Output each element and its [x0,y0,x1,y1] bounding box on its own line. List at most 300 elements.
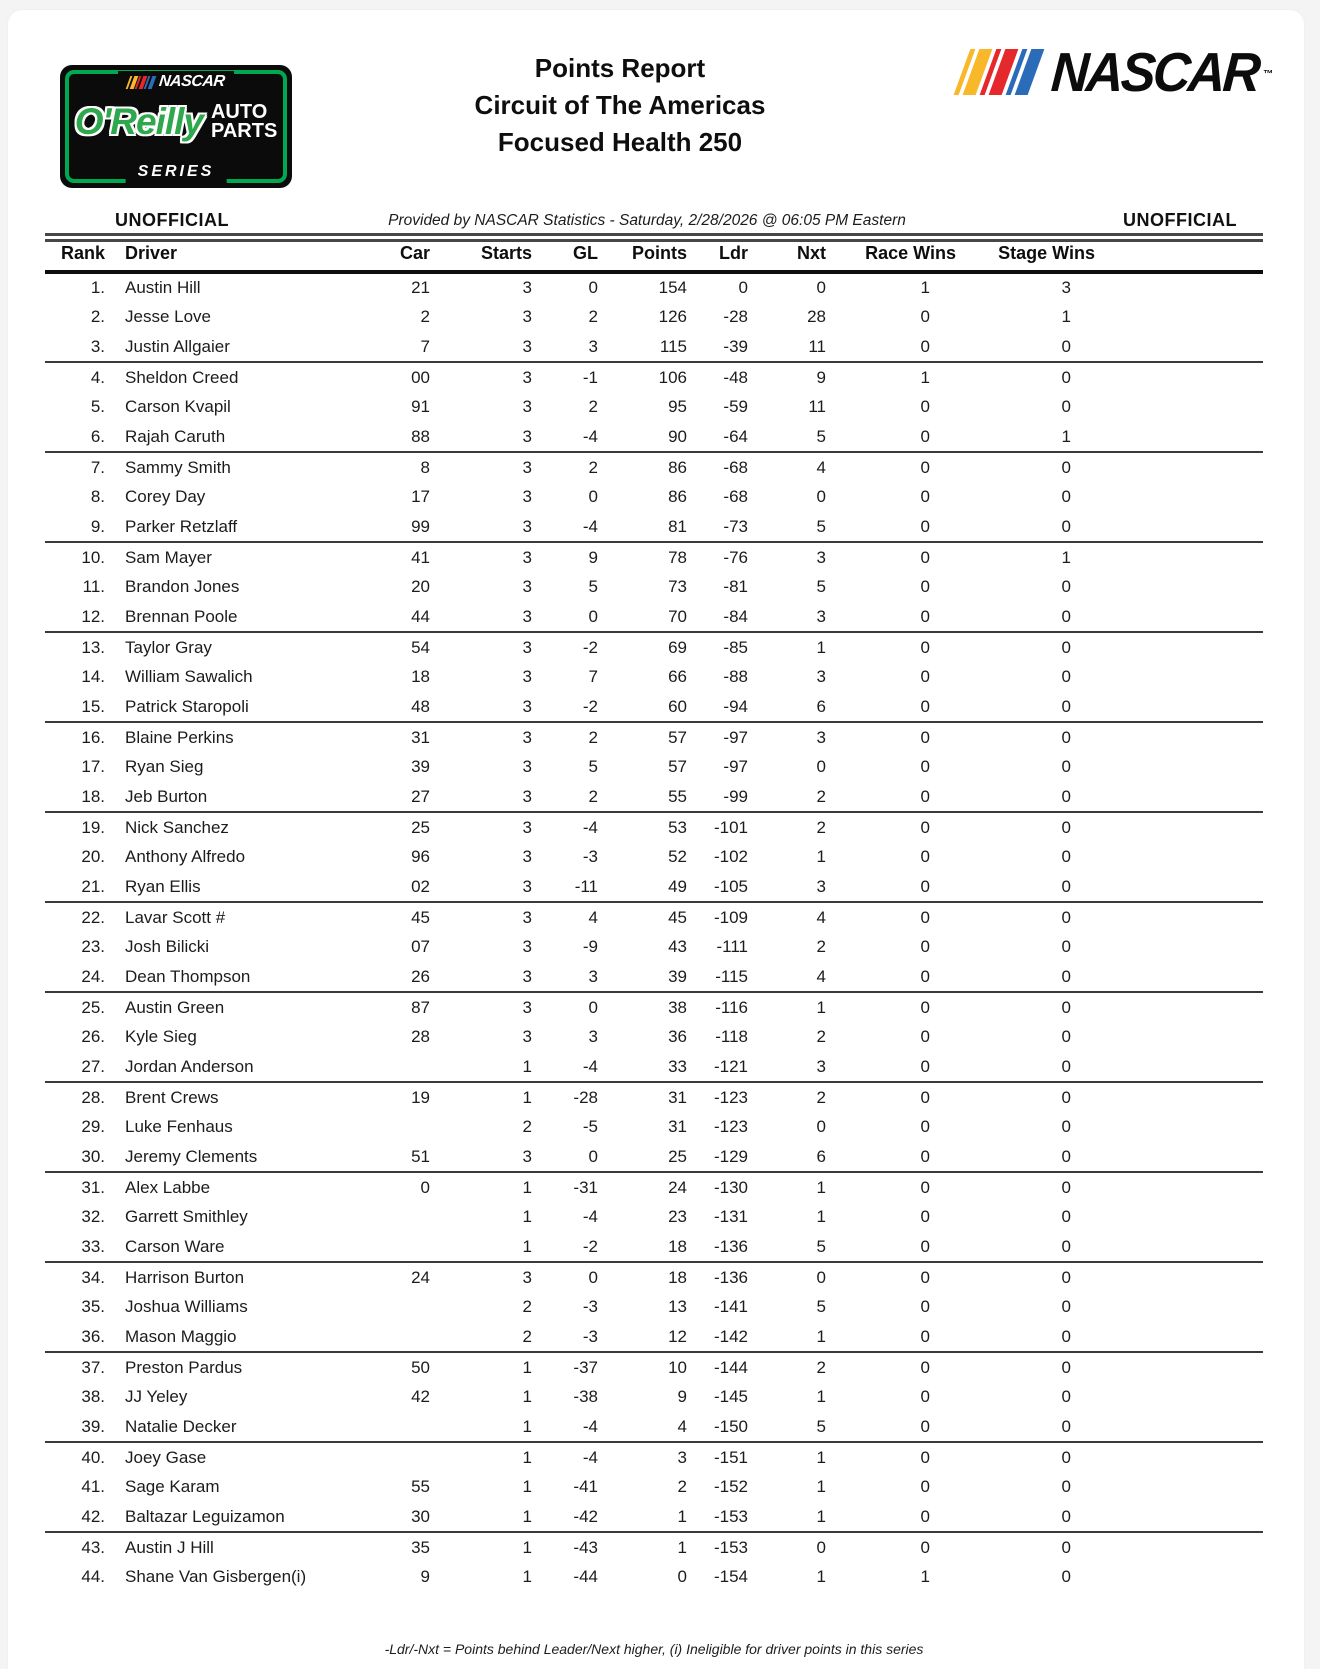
stage-wins-cell: 0 [956,602,1095,632]
table-row [45,722,1263,752]
unofficial-label-left: UNOFFICIAL [115,210,229,230]
nxt-cell: 4 [816,457,826,477]
car-cell: 41 [411,547,430,567]
points-cell: 86 [668,457,687,477]
spacer-cell [1095,1202,1263,1232]
nxt-cell: 3 [816,727,826,747]
stage-wins-cell: 0 [956,1502,1095,1532]
driver-cell: Nick Sanchez [125,817,229,837]
points-cell: 43 [668,937,687,956]
rank-cell: 11. [82,577,105,596]
points-cell: 0 [677,1567,687,1586]
ldr-cell: -123 [713,1087,748,1107]
starts-cell: 1 [430,1232,532,1262]
ldr-cell: -152 [713,1477,748,1496]
race-wins-cell: 0 [920,307,930,326]
spacer-cell [1095,1052,1263,1082]
stage-wins-cell: 0 [1061,637,1071,657]
starts-cell: 3 [430,872,532,902]
nxt-cell: 2 [816,817,826,837]
driver-cell: Ryan Sieg [125,757,204,776]
table-row [45,392,1263,422]
nxt-cell: 3 [748,872,826,902]
spacer-cell [1095,272,1263,302]
ldr-cell: -84 [687,602,748,632]
spacer-cell [1095,752,1263,782]
starts-cell: 1 [522,1537,532,1557]
driver-cell: Justin Allgaier [105,332,320,362]
points-cell: 86 [668,487,687,506]
ldr-cell: -85 [723,637,748,657]
ldr-cell: -88 [723,667,748,686]
points-cell: 70 [598,602,687,632]
starts-cell: 1 [430,1412,532,1442]
table-row [45,752,1263,782]
nxt-cell: 1 [816,997,826,1017]
nxt-cell: 1 [748,1322,826,1352]
driver-cell: Harrison Burton [125,1267,245,1287]
table-row [45,632,1263,662]
stage-wins-cell: 1 [1061,547,1071,567]
car-cell [320,1052,430,1082]
driver-cell: Garrett Smithley [125,1207,248,1226]
stage-wins-cell: 0 [1061,757,1071,776]
nxt-cell: 3 [816,547,826,567]
driver-cell: Alex Labbe [125,1177,211,1197]
col-header-ldr: Ldr [687,243,748,272]
starts-cell: 3 [522,547,532,567]
ldr-cell: -115 [687,962,748,992]
nxt-cell: 5 [748,422,826,452]
ldr-cell: -136 [713,1267,748,1287]
race-wins-cell: 0 [920,757,930,776]
stage-wins-cell: 0 [1061,937,1071,956]
stage-wins-cell: 0 [1061,1177,1071,1197]
stage-wins-cell: 0 [956,1142,1095,1172]
rank-cell: 28. [81,1087,105,1107]
race-wins-cell: 0 [920,1297,930,1316]
race-wins-cell: 0 [920,577,930,596]
driver-cell: Brandon Jones [125,577,240,596]
driver-cell: Corey Day [125,487,206,506]
starts-cell: 1 [522,1087,532,1107]
race-wins-cell: 0 [826,512,956,542]
car-cell: 87 [411,997,430,1017]
ldr-cell: -73 [687,512,748,542]
starts-cell: 2 [522,1297,532,1316]
car-cell: 17 [411,487,430,506]
car-cell [320,1292,430,1322]
title-line-3: Focused Health 250 [497,127,743,157]
spacer-cell [1095,452,1263,482]
car-cell: 9 [420,1567,430,1586]
stage-wins-cell: 0 [1061,1207,1071,1226]
ldr-cell: -150 [687,1412,748,1442]
nxt-cell: 1 [816,1207,826,1226]
car-cell: 8 [420,457,430,477]
race-wins-cell: 0 [920,1537,930,1557]
series-text: SERIES [126,162,227,184]
points-cell: 57 [668,757,687,776]
spacer-cell [1095,842,1263,872]
race-wins-cell: 0 [920,1357,930,1377]
spacer-cell [1095,992,1263,1022]
table-row [45,992,1263,1022]
driver-cell: Preston Pardus [125,1357,243,1377]
car-cell: 00 [411,367,430,387]
gl-cell: 0 [532,1142,598,1172]
race-wins-cell: 0 [920,487,930,506]
rank-cell: 39. [45,1412,105,1442]
gl-cell: -3 [582,1297,598,1316]
ldr-cell: 0 [738,278,748,297]
driver-cell: Dean Thompson [105,962,320,992]
table-row [45,1262,1263,1292]
car-cell: 39 [411,757,430,776]
points-cell: 4 [598,1412,687,1442]
stage-wins-cell: 0 [1061,847,1071,866]
rank-cell: 30. [45,1142,105,1172]
starts-cell: 3 [522,907,532,927]
driver-cell: Jesse Love [125,307,211,326]
gl-cell: -41 [573,1477,598,1496]
race-wins-cell: 0 [920,1387,930,1406]
driver-cell: Sage Karam [125,1477,220,1496]
rank-cell: 15. [45,692,105,722]
spacer-cell [1095,932,1263,962]
driver-cell: Austin J Hill [125,1537,214,1557]
driver-cell: Mason Maggio [105,1322,320,1352]
rank-cell: 36. [45,1322,105,1352]
table-row [45,482,1263,512]
starts-cell: 1 [430,1052,532,1082]
nxt-cell: 1 [816,1177,826,1197]
car-cell: 96 [411,847,430,866]
rank-cell: 31. [81,1177,105,1197]
rank-cell: 14. [81,667,105,686]
table-row [45,1172,1263,1202]
rank-cell: 17. [81,757,105,776]
race-wins-cell: 0 [920,637,930,657]
stage-wins-cell: 0 [1061,1387,1071,1406]
nxt-cell: 6 [748,1142,826,1172]
driver-cell: Austin Green [125,997,225,1017]
gl-cell: 2 [588,727,598,747]
gl-cell: 2 [588,397,598,416]
race-wins-cell: 0 [920,1477,930,1496]
gl-cell: -44 [573,1567,598,1586]
driver-cell: Sheldon Creed [125,367,239,387]
spacer-cell [1095,1382,1263,1412]
starts-cell: 3 [522,1267,532,1287]
points-cell: 18 [668,1267,687,1287]
driver-cell: Brennan Poole [105,602,320,632]
starts-cell: 3 [522,1027,532,1046]
starts-cell: 3 [522,397,532,416]
points-cell: 78 [668,547,687,567]
spacer-cell [1095,1022,1263,1052]
rank-cell: 16. [81,727,105,747]
gl-cell: -2 [532,1232,598,1262]
rank-cell: 18. [45,782,105,812]
points-cell: 53 [668,817,687,837]
rank-cell: 2. [90,307,105,326]
race-wins-cell: 0 [920,1027,930,1046]
spacer-cell [1095,1412,1263,1442]
ldr-cell: -99 [687,782,748,812]
race-wins-cell: 0 [920,457,930,477]
driver-cell: Carson Kvapil [125,397,231,416]
stage-wins-cell: 0 [1061,457,1071,477]
gl-cell: 3 [588,1027,598,1046]
gl-cell: -3 [532,1322,598,1352]
driver-cell: Taylor Gray [125,637,212,657]
driver-cell: Luke Fenhaus [125,1117,233,1136]
stage-wins-cell: 0 [1061,1087,1071,1107]
car-cell [320,1412,430,1442]
stage-wins-cell: 0 [956,1412,1095,1442]
gl-cell: 5 [588,757,598,776]
spacer-cell [1095,782,1263,812]
rank-cell: 20. [81,847,105,866]
stage-wins-cell: 0 [1061,367,1071,387]
auto-text: AUTO [210,101,268,123]
ldr-cell: -116 [715,997,748,1017]
points-cell: 31 [668,1117,687,1136]
gl-cell: 0 [588,487,598,506]
ldr-cell: -39 [687,332,748,362]
nxt-cell: 2 [748,782,826,812]
table-row [45,452,1263,482]
starts-cell: 1 [430,1502,532,1532]
gl-cell: -5 [582,1117,598,1136]
parts-text: PARTS [210,120,278,142]
stage-wins-cell: 0 [1061,1447,1071,1467]
driver-cell: Sam Mayer [125,547,212,567]
spacer-cell [1095,1232,1263,1262]
table-row [45,932,1263,962]
table-row [45,902,1263,932]
gl-cell: 4 [588,907,598,927]
stage-wins-cell: 3 [1061,278,1071,297]
stage-wins-cell: 0 [956,692,1095,722]
race-wins-cell: 1 [920,367,930,387]
starts-cell: 3 [430,422,532,452]
rank-cell: 12. [45,602,105,632]
driver-cell: Joey Gase [125,1447,207,1467]
car-cell [320,1232,430,1262]
nxt-cell: 11 [808,397,826,416]
starts-cell: 3 [430,692,532,722]
unofficial-label-right: UNOFFICIAL [1123,210,1237,230]
table-row [45,1532,1263,1562]
table-row [45,1202,1263,1232]
stage-wins-cell: 0 [1061,577,1071,596]
spacer-cell [1095,902,1263,932]
stage-wins-cell: 0 [1061,727,1071,747]
starts-cell: 3 [522,727,532,747]
spacer-cell [1095,602,1263,632]
spacer-cell [1095,1562,1263,1592]
title-line-2: Circuit of The Americas [474,90,766,120]
driver-cell: Kyle Sieg [125,1027,197,1046]
table-row [45,842,1263,872]
table-row [45,1112,1263,1142]
race-wins-cell: 0 [920,907,930,927]
stage-wins-cell: 0 [1061,1477,1071,1496]
race-wins-cell: 0 [920,997,930,1017]
col-header-driver: Driver [105,243,320,272]
rank-cell: 29. [81,1117,105,1136]
starts-cell: 3 [430,962,532,992]
nxt-cell: 1 [748,1502,826,1532]
driver-cell: Blaine Perkins [125,727,234,747]
spacer-cell [1095,362,1263,392]
table-row [45,782,1263,812]
driver-cell: Jeb Burton [105,782,320,812]
rank-cell: 5. [90,397,105,416]
gl-cell: -4 [532,512,598,542]
nxt-cell: 5 [748,1412,826,1442]
spacer-cell [1095,1322,1263,1352]
ldr-cell: -76 [723,547,748,567]
stage-wins-cell: 0 [1061,397,1071,416]
spacer-cell [1095,302,1263,332]
nxt-cell: 1 [816,1387,826,1406]
gl-cell: -4 [532,1412,598,1442]
nxt-cell: 5 [816,1297,826,1316]
trademark-symbol: ™ [1263,68,1274,80]
race-wins-cell: 0 [920,1267,930,1287]
car-cell: 45 [411,907,430,927]
stage-wins-cell: 1 [1061,307,1071,326]
car-cell: 51 [320,1142,430,1172]
points-cell: 55 [598,782,687,812]
points-cell: 45 [668,907,687,927]
spacer-cell [1095,1262,1263,1292]
points-cell: 60 [598,692,687,722]
stage-wins-cell: 0 [1061,1567,1071,1586]
rank-cell: 23. [81,937,105,956]
nxt-cell: 2 [816,1027,826,1046]
rank-cell: 26. [81,1027,105,1046]
ldr-cell: -101 [713,817,748,837]
points-cell: 126 [658,307,687,326]
car-cell: 42 [411,1387,430,1406]
gl-cell: 9 [588,547,598,567]
table-row [45,1412,1263,1442]
nxt-cell: 1 [816,1447,826,1467]
starts-cell: 3 [522,667,532,686]
nxt-cell: 2 [816,937,826,956]
mini-nascar-wordmark: NASCAR [157,73,225,90]
car-cell: 55 [411,1477,430,1496]
gl-cell: -38 [573,1387,598,1406]
stage-wins-cell: 0 [956,872,1095,902]
points-cell: 2 [677,1477,687,1496]
table-row [45,1082,1263,1112]
starts-cell: 1 [522,1357,532,1377]
race-wins-cell: 0 [826,1322,956,1352]
ldr-cell: -118 [715,1027,748,1046]
table-row [45,602,1263,632]
spacer-cell [1095,1082,1263,1112]
starts-cell: 3 [522,757,532,776]
rank-cell: 1. [90,278,105,297]
table-row [45,1022,1263,1052]
gl-cell: 3 [532,332,598,362]
race-wins-cell: 0 [826,782,956,812]
starts-cell: 1 [522,1207,532,1226]
ldr-cell: -64 [687,422,748,452]
rank-cell: 6. [45,422,105,452]
car-cell: 26 [320,962,430,992]
table-row [45,962,1263,992]
table-row [45,662,1263,692]
driver-cell: Natalie Decker [105,1412,320,1442]
spacer-cell [1095,812,1263,842]
stage-wins-cell: 0 [956,1052,1095,1082]
starts-cell: 3 [522,847,532,866]
gl-cell: -4 [582,817,598,837]
ldr-cell: -59 [723,397,748,416]
ldr-cell: -81 [723,577,748,596]
nascar-logo [962,41,1274,103]
nxt-cell: 5 [748,512,826,542]
spacer-cell [1095,1292,1263,1322]
spacer-cell [1095,1172,1263,1202]
car-cell: 2 [420,307,430,326]
nxt-cell: 9 [816,367,826,387]
points-cell: 1 [598,1502,687,1532]
nxt-cell: 1 [816,1477,826,1496]
car-cell: 24 [411,1267,430,1287]
nxt-cell: 2 [816,1357,826,1377]
race-wins-cell: 0 [826,422,956,452]
nxt-cell: 11 [748,332,826,362]
spacer-cell [1095,1352,1263,1382]
starts-cell: 3 [522,937,532,956]
stage-wins-cell: 0 [1061,997,1071,1017]
stage-wins-cell: 0 [1061,1117,1071,1136]
col-header-starts: Starts [430,243,532,272]
gl-cell: 0 [588,1267,598,1287]
starts-cell: 3 [430,512,532,542]
spacer-cell [1095,392,1263,422]
rank-cell: 24. [45,962,105,992]
points-cell: 39 [598,962,687,992]
spacer-cell [1095,1502,1263,1532]
driver-cell: Patrick Staropoli [105,692,320,722]
gl-cell: 2 [532,782,598,812]
rank-cell: 25. [81,997,105,1017]
nxt-cell: 6 [748,692,826,722]
car-cell: 19 [411,1087,430,1107]
stage-wins-cell: 0 [956,332,1095,362]
starts-cell: 1 [522,1177,532,1197]
table-row [45,572,1263,602]
rank-cell: 4. [90,367,105,387]
nxt-cell: 3 [748,1052,826,1082]
rank-cell: 7. [90,457,105,477]
points-cell: 69 [668,637,687,657]
starts-cell: 3 [522,278,532,297]
race-wins-cell: 0 [826,1502,956,1532]
ldr-cell: -153 [713,1537,748,1557]
gl-cell: 7 [588,667,598,686]
rank-cell: 3. [45,332,105,362]
ldr-cell: -109 [713,907,748,927]
